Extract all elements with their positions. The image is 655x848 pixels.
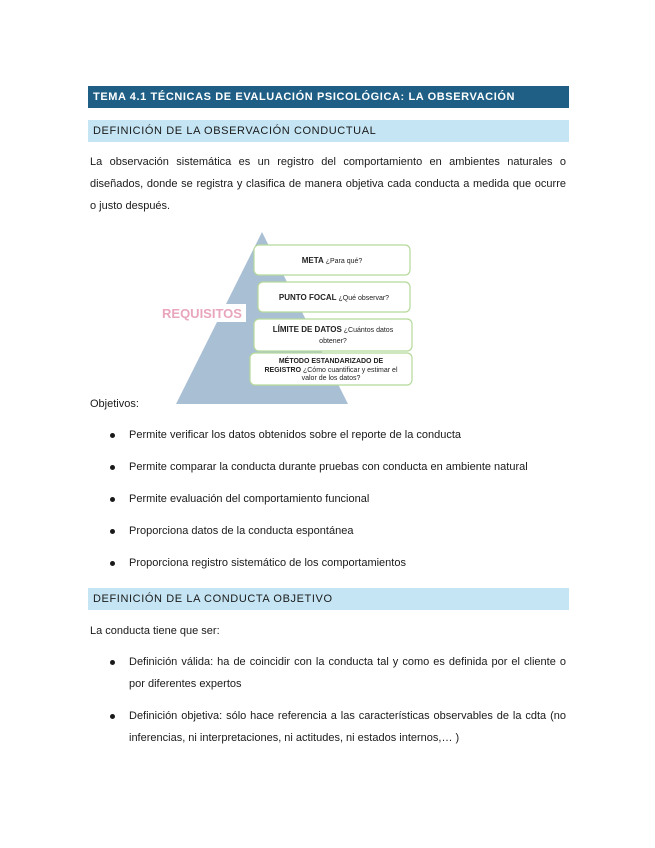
list-item: Permite verificar los datos obtenidos sobre el reporte de la conducta: [90, 424, 566, 446]
standard-method-label: MÉTODO ESTANDARIZADO DE: [278, 358, 384, 365]
list-item: Definición objetiva: sólo hace referencia a las características observables de la cdta (no inferencias, ni interpretaciones, ni actitudes, ni estados internos,… ): [90, 705, 566, 749]
data-limit-label: LÍMITE DE DATOS: [272, 325, 342, 334]
requirements-pyramid-diagram: [150, 228, 420, 408]
section-heading-conducta-objetivo: DEFINICIÓN DE LA CONDUCTA OBJETIVO: [88, 588, 569, 610]
requirements-label: REQUISITOS: [162, 306, 242, 321]
goal-question: ¿Para qué?: [323, 258, 363, 265]
goal-label: META: [301, 256, 324, 265]
definition-paragraph: La observación sistemática es un registro del comportamiento en ambientes naturales o diseñados, donde se registra y clasifica de manera objetiva cada conducta a medida que ocurre o justo después.: [90, 156, 566, 212]
svg-text:LÍMITE DE DATOS ¿Cuántos datos: [273, 325, 394, 334]
conduct-intro: La conducta tiene que ser:: [90, 625, 220, 637]
data-limit-box: [254, 319, 412, 351]
list-item: Permite comparar la conducta durante pruebas con conducta en ambiente natural: [90, 456, 566, 478]
data-limit-question-line2: obtener?: [319, 338, 347, 345]
section-heading-observacion: DEFINICIÓN DE LA OBSERVACIÓN CONDUCTUAL: [88, 120, 569, 142]
data-limit-question: ¿Cuántos datos: [341, 327, 394, 334]
list-item: Permite evaluación del comportamiento funcional: [90, 488, 566, 510]
standard-method-question: ¿Cómo cuantificar y estimar el: [301, 367, 398, 374]
standard-method-question-line3: valor de los datos?: [301, 375, 361, 382]
focal-point-question: ¿Qué observar?: [336, 295, 390, 302]
svg-text:REGISTRO ¿Cómo cuantificar y e: [264, 367, 397, 374]
svg-text:META ¿Para qué?: [302, 256, 363, 265]
list-item: Proporciona registro sistemático de los comportamientos: [90, 552, 566, 574]
objectives-label: Objetivos:: [90, 398, 139, 410]
list-item: Definición válida: ha de coincidir con la conducta tal y como es definida por el cliente o por diferentes expertos: [90, 651, 566, 695]
list-item: Proporciona datos de la conducta espontánea: [90, 520, 566, 542]
svg-text:PUNTO FOCAL ¿Qué observar?: [279, 293, 389, 302]
page-title: TEMA 4.1 TÉCNICAS DE EVALUACIÓN PSICOLÓGICA: LA OBSERVACIÓN: [88, 86, 569, 108]
standard-method-label-line2: REGISTRO: [264, 367, 302, 374]
focal-point-label: PUNTO FOCAL: [278, 293, 337, 302]
